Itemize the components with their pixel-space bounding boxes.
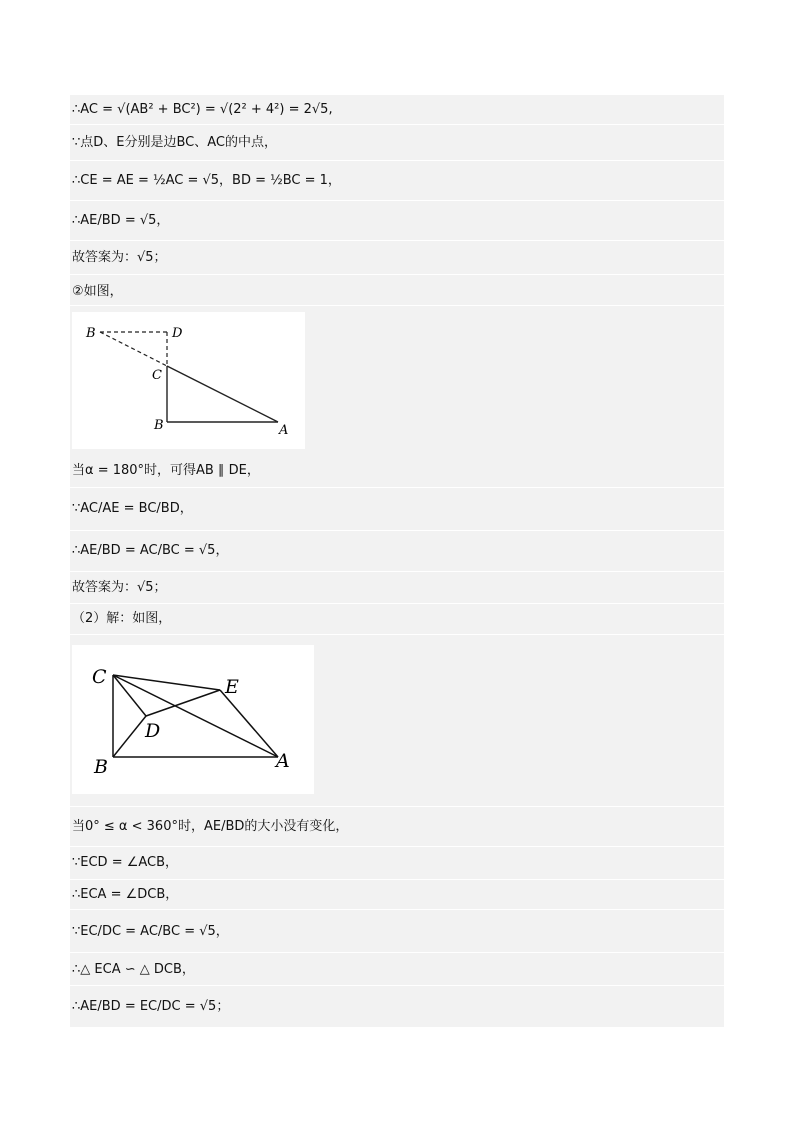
solution-line: ∴AE/BD = EC/DC = √5； — [72, 999, 230, 1014]
row-separator — [70, 124, 724, 125]
solution-line: ②如图， — [72, 284, 123, 299]
solution-line: ∵ECD = ∠ACB， — [72, 855, 179, 870]
solution-line: 当α = 180°时，可得AB ∥ DE， — [72, 463, 260, 478]
point-label: D — [172, 326, 183, 341]
solution-line: ∴CE = AE = ½AC = √5，BD = ½BC = 1， — [72, 173, 341, 188]
point-label: C — [92, 666, 107, 688]
row-separator — [70, 305, 724, 306]
row-separator — [70, 909, 724, 910]
row-separator — [70, 879, 724, 880]
row-separator — [70, 634, 724, 635]
solution-line: ∴ECA = ∠DCB， — [72, 887, 179, 902]
row-separator — [70, 603, 724, 604]
row-separator — [70, 487, 724, 488]
row-separator — [70, 846, 724, 847]
point-label: B — [154, 418, 164, 433]
row-separator — [70, 274, 724, 275]
point-label: C — [152, 368, 162, 383]
point-label: A — [279, 423, 289, 438]
row-separator — [70, 952, 724, 953]
row-separator — [70, 240, 724, 241]
point-label: B — [94, 756, 108, 778]
row-separator — [70, 200, 724, 201]
point-label: D — [145, 720, 161, 742]
solution-line: 故答案为：√5； — [72, 580, 167, 595]
solution-line: ∵点D、E分别是边BC、AC的中点， — [72, 135, 278, 150]
solution-line: 故答案为：√5； — [72, 250, 167, 265]
row-separator — [70, 985, 724, 986]
solution-line: 当0° ≤ α < 360°时，AE/BD的大小没有变化， — [72, 819, 349, 834]
solution-line: ∴AE/BD = AC/BC = √5， — [72, 543, 229, 558]
row-separator — [70, 571, 724, 572]
point-label: E — [225, 676, 239, 698]
solution-line: ∵AC/AE = BC/BD， — [72, 501, 193, 516]
row-separator — [70, 530, 724, 531]
solution-line: （2）解：如图， — [72, 611, 172, 626]
point-label: B — [86, 326, 96, 341]
solution-line: ∴AE/BD = √5， — [72, 213, 170, 228]
figure-alpha-180 — [72, 312, 305, 449]
row-separator — [70, 806, 724, 807]
point-label: A — [276, 750, 290, 772]
row-separator — [70, 160, 724, 161]
solution-line: ∴AC = √(AB² + BC²) = √(2² + 4²) = 2√5, — [72, 102, 333, 117]
solution-line: ∴△ ECA ∽ △ DCB， — [72, 962, 195, 977]
solution-line: ∵EC/DC = AC/BC = √5， — [72, 924, 229, 939]
figure-rotation — [72, 645, 314, 794]
